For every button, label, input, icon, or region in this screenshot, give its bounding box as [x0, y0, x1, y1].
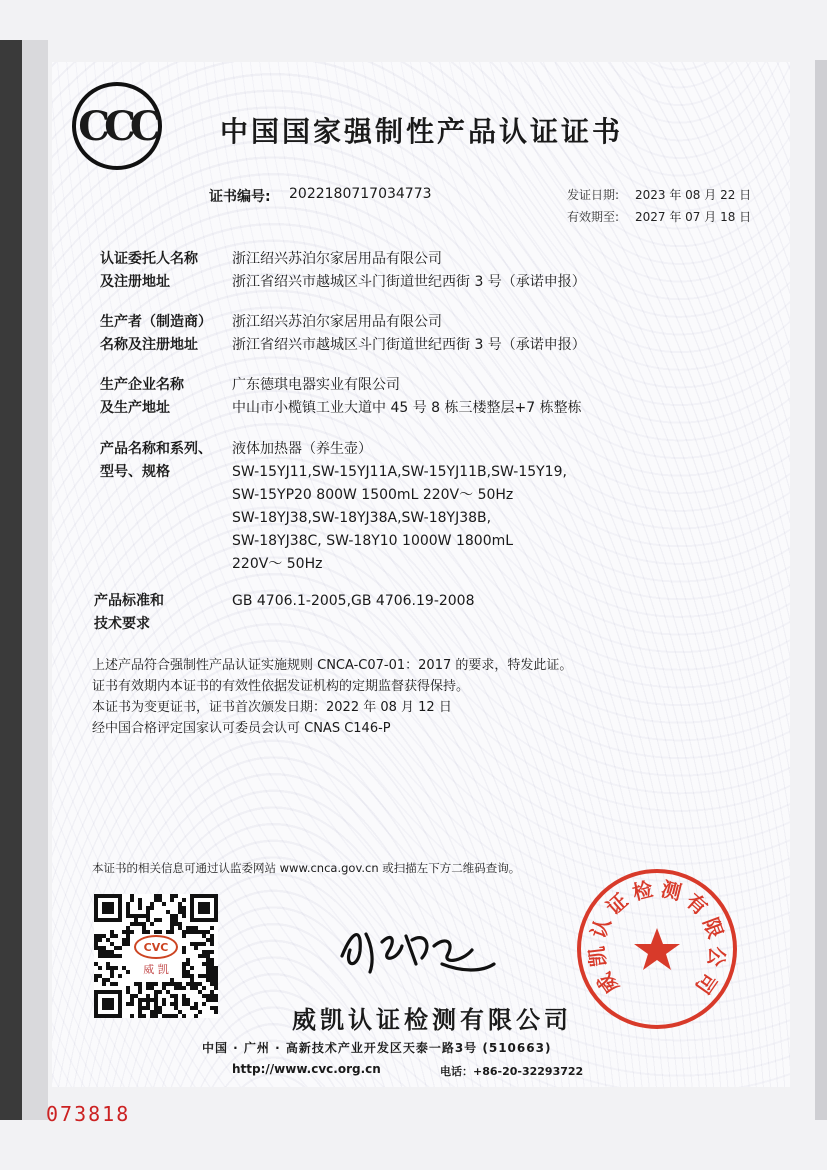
- scan-edge-left-inner: [22, 40, 48, 1120]
- section-label: 及注册地址: [100, 274, 170, 290]
- scan-edge-right: [815, 60, 827, 1120]
- svg-text:公: 公: [703, 945, 730, 968]
- issuer-website[interactable]: http://www.cvc.org.cn: [232, 1062, 381, 1076]
- section-value: SW-15YJ11,SW-15YJ11A,SW-15YJ11B,SW-15Y19,: [232, 464, 567, 480]
- section-value: 浙江绍兴苏泊尔家居用品有限公司: [232, 314, 442, 330]
- section-label: 技术要求: [94, 616, 150, 632]
- issue-date: 2023 年 08 月 22 日: [635, 188, 752, 202]
- section-value: SW-18YJ38C, SW-18Y10 1000W 1800mL: [232, 533, 514, 549]
- section-manufacturer: [100, 311, 212, 357]
- issuer-address: 中国 · 广州 · 高新技术产业开发区天泰一路3号 (510663): [202, 1041, 552, 1055]
- section-value: 中山市小榄镇工业大道中 45 号 8 栋三楼整层+7 栋整栋: [232, 400, 582, 416]
- section-factory-values: [232, 374, 582, 420]
- svg-text:凯: 凯: [584, 945, 611, 968]
- section-label: 型号、规格: [100, 464, 170, 480]
- certificate-number: 2022180717034773: [289, 186, 432, 202]
- section-client: [100, 248, 198, 294]
- section-factory: [100, 374, 184, 420]
- svg-text:检: 检: [630, 876, 656, 905]
- company-seal: [572, 864, 742, 1034]
- qr-note: 本证书的相关信息可通过认监委网站 www.cnca.gov.cn 或扫描左下方二维码查询。: [92, 861, 521, 875]
- expiry-date: 2027 年 07 月 18 日: [635, 210, 752, 224]
- certificate-title: 中国国家强制性产品认证证书: [220, 115, 624, 148]
- ccc-logo-text: CCC: [78, 102, 156, 150]
- section-label: 产品名称和系列、: [100, 441, 212, 457]
- qr-code[interactable]: [94, 894, 218, 1018]
- section-value: 浙江省绍兴市越城区斗门街道世纪西街 3 号（承诺申报）: [232, 274, 586, 290]
- statement-line: 本证书为变更证书，证书首次颁发日期：2022 年 08 月 12 日: [92, 700, 452, 715]
- cvc-logo-name: 威 凯: [143, 963, 169, 976]
- statement-line: 经中国合格评定国家认可委员会认可 CNAS C146-P: [92, 721, 391, 736]
- expiry-date-label: 有效期至:: [567, 210, 620, 224]
- svg-text:证: 证: [601, 888, 633, 920]
- section-client-values: [232, 248, 586, 294]
- section-standards-values: [232, 590, 475, 613]
- section-value: GB 4706.1-2005,GB 4706.19-2008: [232, 593, 475, 609]
- statements: [92, 655, 572, 739]
- section-manufacturer-values: [232, 311, 586, 357]
- svg-text:威: 威: [592, 968, 624, 999]
- section-value: 广东德琪电器实业有限公司: [232, 377, 400, 393]
- section-value: SW-15YP20 800W 1500mL 220V～ 50Hz: [232, 487, 514, 503]
- certificate: [52, 62, 790, 1087]
- serial-number: 073818: [46, 1102, 131, 1126]
- section-label: 产品标准和: [94, 593, 164, 609]
- section-label: 生产者（制造商）: [100, 314, 212, 330]
- section-standards: [94, 590, 164, 636]
- section-label: 及生产地址: [100, 400, 170, 416]
- svg-text:司: 司: [690, 968, 722, 999]
- section-value: 浙江绍兴苏泊尔家居用品有限公司: [232, 251, 442, 267]
- section-value: 液体加热器（养生壶）: [232, 441, 372, 457]
- ccc-logo: [72, 82, 162, 170]
- certificate-number-label: 证书编号:: [209, 189, 271, 205]
- svg-text:有: 有: [681, 888, 713, 920]
- section-label: 名称及注册地址: [100, 337, 198, 353]
- section-label: 生产企业名称: [100, 377, 184, 393]
- issue-date-label: 发证日期:: [567, 188, 620, 202]
- section-value: 浙江省绍兴市越城区斗门街道世纪西街 3 号（承诺申报）: [232, 337, 586, 353]
- statement-line: 上述产品符合强制性产品认证实施规则 CNCA-C07-01：2017 的要求，特发此证。: [92, 658, 573, 673]
- section-value: 220V～ 50Hz: [232, 556, 323, 572]
- cvc-logo-icon: CVC: [134, 935, 178, 959]
- svg-text:限: 限: [698, 914, 728, 942]
- svg-text:认: 认: [586, 914, 616, 942]
- section-label: 认证委托人名称: [100, 251, 198, 267]
- issuer-company: 威凯认证检测有限公司: [292, 1006, 572, 1034]
- signature: [322, 906, 502, 986]
- section-product: [100, 438, 212, 484]
- issuer-phone: 电话：+86-20-32293722: [440, 1065, 584, 1078]
- svg-text:测: 测: [658, 876, 684, 905]
- scan-edge-left: [0, 40, 22, 1120]
- statement-line: 证书有效期内本证书的有效性依据发证机构的定期监督获得保持。: [92, 679, 470, 694]
- cvc-logo-badge: [130, 934, 182, 978]
- section-value: SW-18YJ38,SW-18YJ38A,SW-18YJ38B,: [232, 510, 492, 526]
- section-product-values: [232, 438, 567, 576]
